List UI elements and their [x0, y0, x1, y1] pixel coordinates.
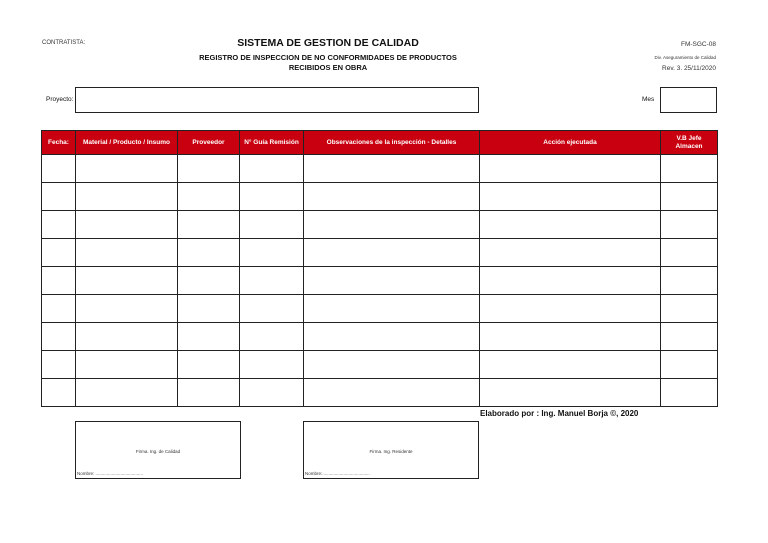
table-cell[interactable] — [76, 267, 178, 295]
table-cell[interactable] — [42, 211, 76, 239]
table-cell[interactable] — [304, 239, 480, 267]
table-cell[interactable] — [76, 183, 178, 211]
table-row — [42, 267, 718, 295]
proyecto-label: Proyecto: — [46, 96, 74, 103]
credit-text: Elaborado por : Ing. Manuel Borja ©, 2020 — [480, 409, 639, 418]
table-row — [42, 211, 718, 239]
table-cell[interactable] — [76, 239, 178, 267]
table-cell[interactable] — [480, 351, 661, 379]
mes-label: Mes — [642, 96, 655, 103]
table-cell[interactable] — [304, 379, 480, 407]
table-cell[interactable] — [304, 183, 480, 211]
table-cell[interactable] — [304, 267, 480, 295]
table-body — [42, 155, 718, 407]
column-header-proveedor: Proveedor — [178, 131, 240, 155]
table-cell[interactable] — [178, 267, 240, 295]
signature-name-calidad: Nombre: ...................................... — [77, 471, 144, 476]
table-row — [42, 323, 718, 351]
table-row — [42, 351, 718, 379]
revision-label: Rev. 3. 25/11/2020 — [662, 65, 716, 72]
signature-box-residente — [303, 421, 479, 479]
mes-field[interactable] — [660, 87, 717, 113]
table-cell[interactable] — [661, 155, 718, 183]
table-cell[interactable] — [178, 295, 240, 323]
table-cell[interactable] — [480, 239, 661, 267]
table-cell[interactable] — [304, 155, 480, 183]
table-cell[interactable] — [42, 323, 76, 351]
column-header-accion: Acción ejecutada — [480, 131, 661, 155]
table-cell[interactable] — [76, 351, 178, 379]
table-cell[interactable] — [42, 239, 76, 267]
table-cell[interactable] — [76, 323, 178, 351]
table-row — [42, 155, 718, 183]
table-cell[interactable] — [76, 211, 178, 239]
table-cell[interactable] — [661, 267, 718, 295]
table-cell[interactable] — [42, 351, 76, 379]
table-cell[interactable] — [178, 155, 240, 183]
signature-box-calidad — [75, 421, 241, 479]
column-header-vb-jefe: V.B Jefe Almacen — [661, 131, 718, 155]
table-cell[interactable] — [42, 155, 76, 183]
column-header-material: Material / Producto / Insumo — [76, 131, 178, 155]
table-cell[interactable] — [661, 323, 718, 351]
table-cell[interactable] — [178, 239, 240, 267]
column-header-observaciones: Observaciones de la inspección - Detalles — [304, 131, 480, 155]
table-cell[interactable] — [42, 183, 76, 211]
signature-title-residente: Firma. Ing. Residente — [369, 449, 413, 454]
table-cell[interactable] — [480, 155, 661, 183]
table-cell[interactable] — [76, 155, 178, 183]
table-cell[interactable] — [178, 183, 240, 211]
signature-name-residente: Nombre:...................................... — [305, 471, 370, 476]
signature-title-calidad: Firma. Ing. de Calidad — [135, 449, 181, 454]
table-cell[interactable] — [178, 379, 240, 407]
document-subtitle — [180, 53, 476, 72]
table-cell[interactable] — [480, 295, 661, 323]
table-header-row — [42, 131, 718, 155]
column-header-fecha: Fecha: — [42, 131, 76, 155]
table-row — [42, 295, 718, 323]
table-cell[interactable] — [480, 323, 661, 351]
table-cell[interactable] — [76, 379, 178, 407]
table-cell[interactable] — [661, 239, 718, 267]
table-cell[interactable] — [240, 295, 304, 323]
table-cell[interactable] — [240, 211, 304, 239]
table-cell[interactable] — [76, 295, 178, 323]
table-cell[interactable] — [480, 211, 661, 239]
division-label: Div. Aseguramiento de Calidad — [654, 55, 716, 60]
table-cell[interactable] — [240, 379, 304, 407]
table-cell[interactable] — [480, 267, 661, 295]
inspection-table — [41, 130, 718, 407]
contratista-label: CONTRATISTA: — [42, 40, 86, 46]
table-cell[interactable] — [178, 323, 240, 351]
table-row — [42, 183, 718, 211]
table-cell[interactable] — [240, 155, 304, 183]
form-code: FM-SGC-08 — [680, 41, 716, 48]
table-cell[interactable] — [304, 295, 480, 323]
table-cell[interactable] — [480, 183, 661, 211]
table-cell[interactable] — [240, 183, 304, 211]
subtitle-line-2: RECIBIDOS EN OBRA — [288, 62, 368, 72]
table-row — [42, 379, 718, 407]
table-cell[interactable] — [42, 267, 76, 295]
table-cell[interactable] — [661, 211, 718, 239]
column-header-guia: N° Guía Remisión — [240, 131, 304, 155]
table-cell[interactable] — [178, 351, 240, 379]
table-cell[interactable] — [304, 351, 480, 379]
table-cell[interactable] — [42, 379, 76, 407]
table-cell[interactable] — [178, 211, 240, 239]
table-row — [42, 239, 718, 267]
table-cell[interactable] — [304, 211, 480, 239]
table-cell[interactable] — [240, 351, 304, 379]
table-cell[interactable] — [304, 323, 480, 351]
table-cell[interactable] — [240, 239, 304, 267]
subtitle-line-1: REGISTRO DE INSPECCION DE NO CONFORMIDADES DE PRODUCTOS — [199, 53, 457, 62]
table-cell[interactable] — [42, 295, 76, 323]
table-cell[interactable] — [661, 295, 718, 323]
table-cell[interactable] — [661, 183, 718, 211]
table-cell[interactable] — [661, 351, 718, 379]
table-cell[interactable] — [661, 379, 718, 407]
proyecto-field[interactable] — [75, 87, 479, 113]
document-title: SISTEMA DE GESTION DE CALIDAD — [237, 37, 419, 49]
table-cell[interactable] — [240, 323, 304, 351]
table-cell[interactable] — [480, 379, 661, 407]
table-cell[interactable] — [240, 267, 304, 295]
